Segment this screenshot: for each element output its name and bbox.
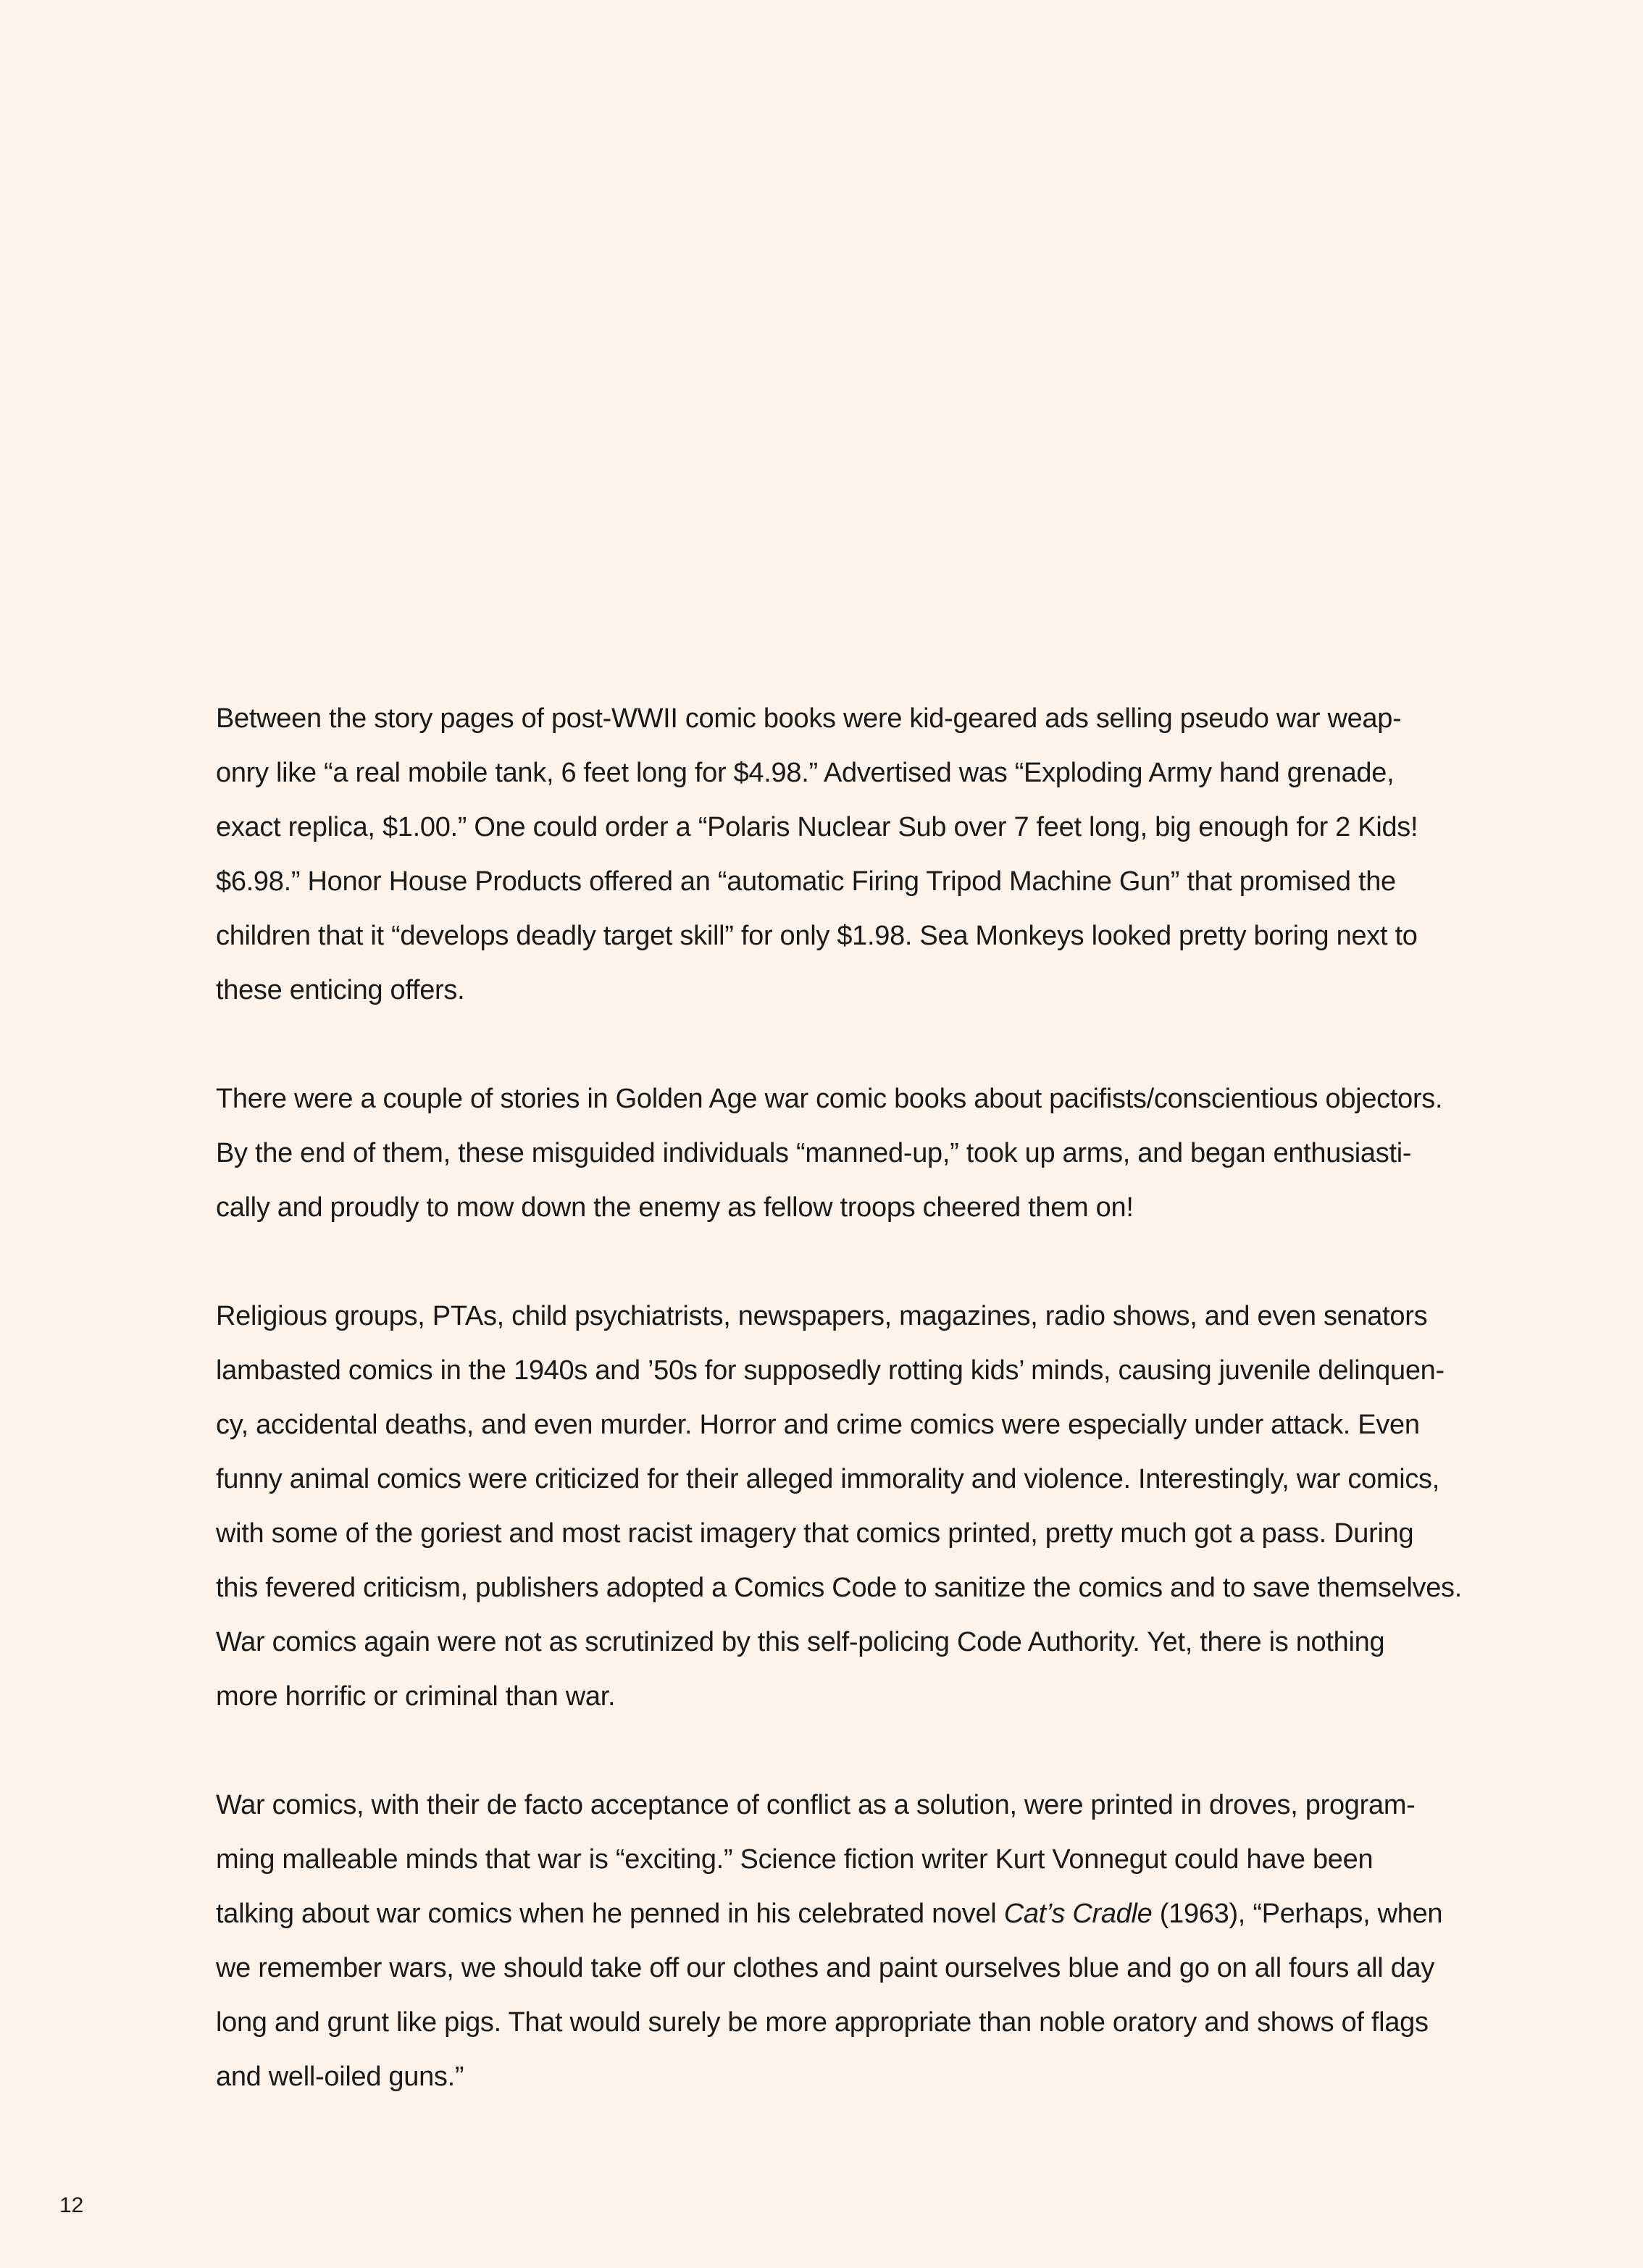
body-text <box>216 692 1463 2159</box>
text-line: ming malleable minds that war is “exciting.” Science fiction writer Kurt Vonnegut could have been <box>216 1844 1374 1875</box>
text-line: War comics, with their de facto acceptance of conflict as a solution, were printed in droves, program- <box>216 1790 1416 1820</box>
text-line: lambasted comics in the 1940s and ’50s for supposedly rotting kids’ minds, causing juvenile delinquen- <box>216 1355 1445 1386</box>
text-line: cy, accidental deaths, and even murder. Horror and crime comics were especially under attack. Even <box>216 1410 1420 1440</box>
paragraph-comics-criticism <box>216 1289 1463 1724</box>
book-title: Cat’s Cradle <box>1003 1899 1153 1929</box>
text-line: cally and proudly to mow down the enemy as fellow troops cheered them on! <box>216 1192 1134 1223</box>
paragraph-war-toy-ads <box>216 692 1418 1018</box>
paragraph-pacifist-stories <box>216 1072 1443 1235</box>
page-number: 12 <box>59 2193 84 2217</box>
paragraph-vonnegut-quote <box>216 1778 1443 2104</box>
text-line: these enticing offers. <box>216 975 465 1005</box>
text-line: There were a couple of stories in Golden Age war comic books about pacifists/conscientious objectors. <box>216 1084 1443 1114</box>
text-line: $6.98.” Honor House Products offered an “automatic Firing Tripod Machine Gun” that promised the <box>216 866 1396 897</box>
text-line: By the end of them, these misguided individuals “manned-up,” took up arms, and began enthusiasti- <box>216 1138 1412 1168</box>
text-segment: (1963), “Perhaps, when <box>1152 1899 1443 1929</box>
text-line: with some of the goriest and most racist imagery that comics printed, pretty much got a pass. During <box>216 1518 1414 1549</box>
text-line: funny animal comics were criticized for their alleged immorality and violence. Interestingly, war comics, <box>216 1464 1440 1494</box>
text-line: Religious groups, PTAs, child psychiatrists, newspapers, magazines, radio shows, and even senators <box>216 1301 1428 1331</box>
text-line: onry like “a real mobile tank, 6 feet long for $4.98.” Advertised was “Exploding Army hand grenade, <box>216 758 1395 788</box>
text-line: long and grunt like pigs. That would surely be more appropriate than noble oratory and shows of flags <box>216 2007 1429 2038</box>
text-line: exact replica, $1.00.” One could order a “Polaris Nuclear Sub over 7 feet long, big enough for 2 Kids! <box>216 812 1418 842</box>
text-line: children that it “develops deadly target skill” for only $1.98. Sea Monkeys looked pretty boring next to <box>216 921 1418 951</box>
text-line: War comics again were not as scrutinized by this self-policing Code Authority. Yet, there is nothing <box>216 1627 1385 1657</box>
text-line: and well-oiled guns.” <box>216 2062 464 2092</box>
text-line: this fevered criticism, publishers adopted a Comics Code to sanitize the comics and to save themselves. <box>216 1573 1463 1603</box>
text-line: we remember wars, we should take off our clothes and paint ourselves blue and go on all fours all day <box>216 1953 1435 1983</box>
text-segment: talking about war comics when he penned in his celebrated novel <box>216 1899 1004 1929</box>
text-line: Between the story pages of post-WWII comic books were kid-geared ads selling pseudo war weap- <box>216 703 1402 734</box>
text-line: more horrific or criminal than war. <box>216 1681 616 1712</box>
text-line <box>216 1887 1443 1941</box>
